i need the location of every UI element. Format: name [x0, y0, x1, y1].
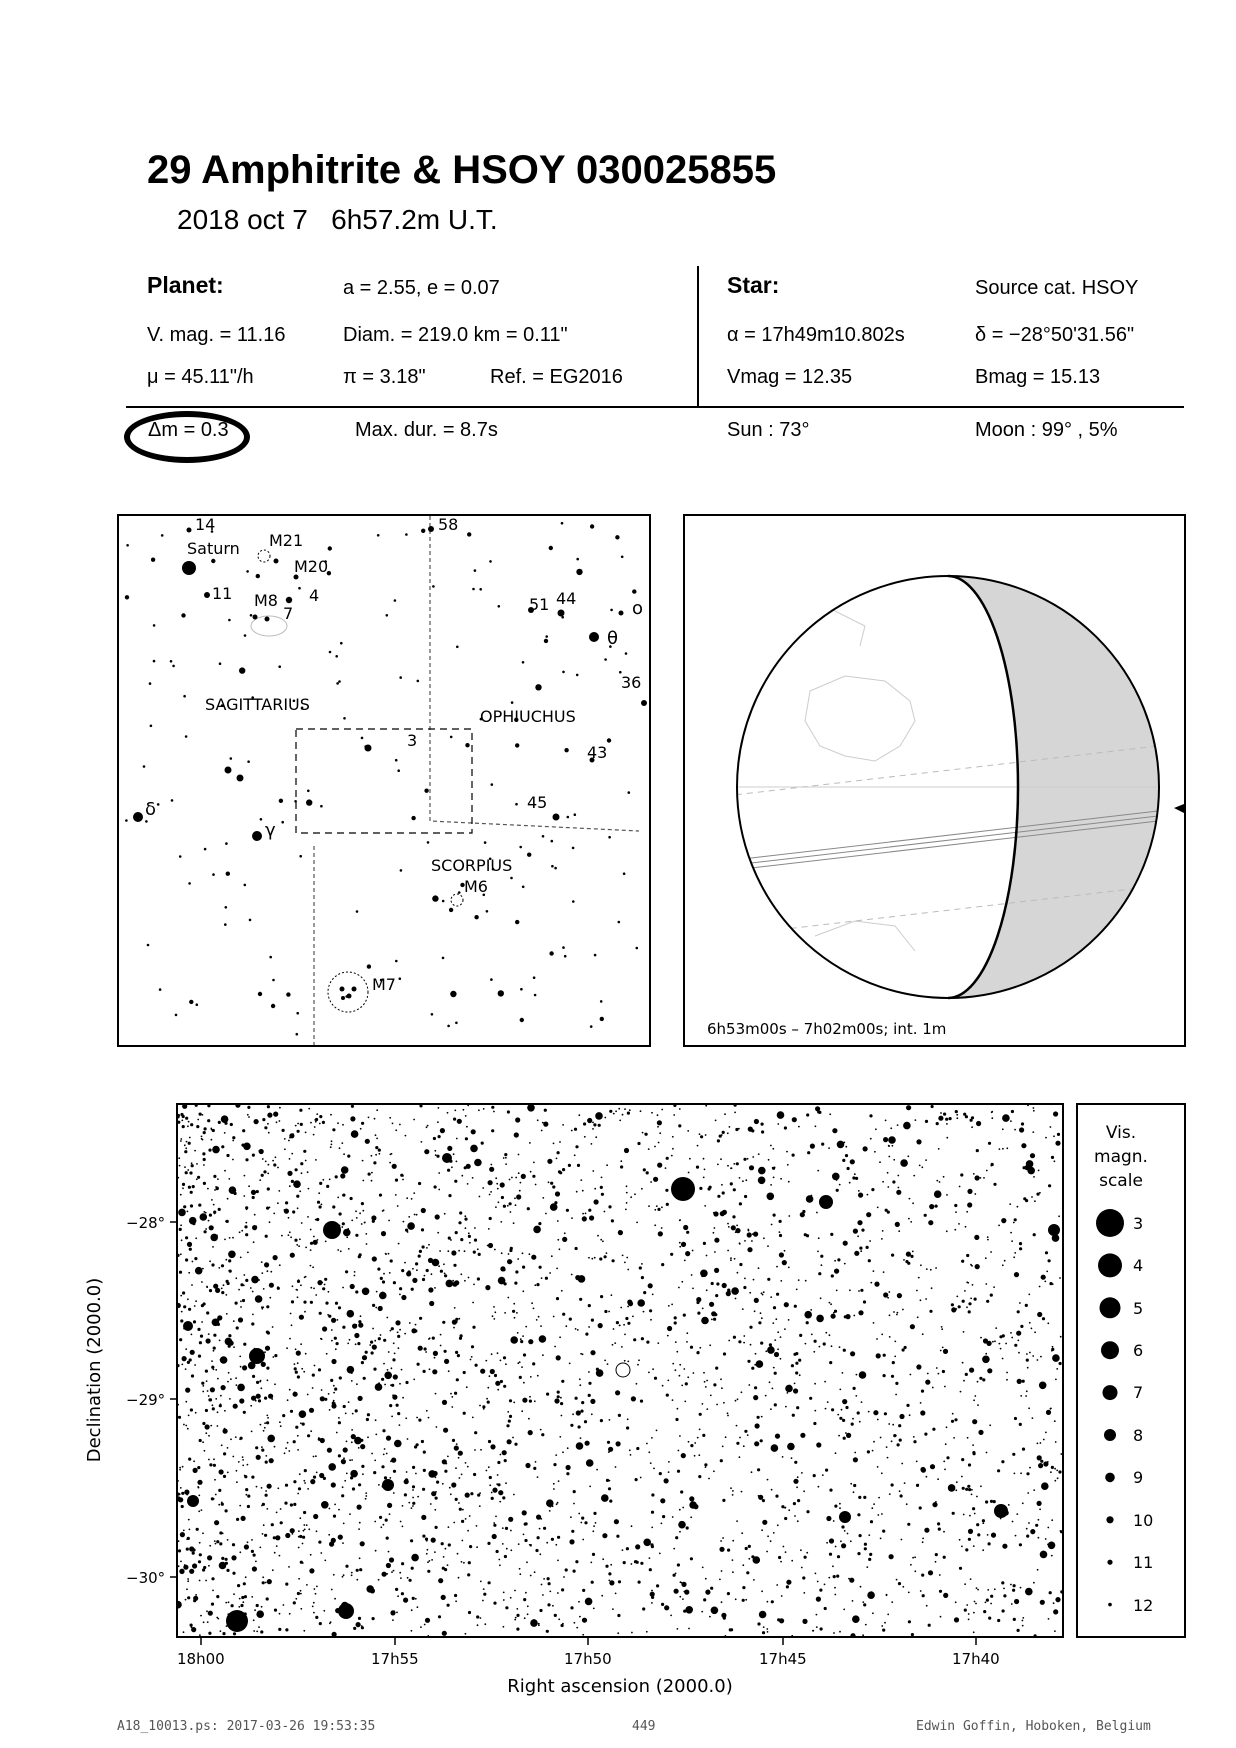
legend-mag-10: 10 [1133, 1511, 1154, 1530]
label-theta: θ [607, 628, 619, 649]
star-heading: Star: [727, 272, 780, 298]
magnitude-drop: Δm = 0.3 [148, 419, 229, 441]
legend-title-line: scale [1099, 1171, 1143, 1191]
label-delta: δ [145, 799, 157, 820]
star-source-catalog: Source cat. HSOY [975, 277, 1139, 299]
legend-mag-7: 7 [1133, 1383, 1144, 1402]
y-axis-label: Declination (2000.0) [84, 1277, 105, 1463]
star-declination: δ = −28°50'31.56" [975, 324, 1135, 346]
label-11: 11 [212, 584, 233, 603]
label-m8: M8 [254, 591, 278, 610]
page-title: 29 Amphitrite & HSOY 030025855 [147, 148, 777, 192]
x-axis-label: Right ascension (2000.0) [507, 1676, 733, 1697]
star-vmag: Vmag = 12.35 [727, 366, 853, 388]
label-4: 4 [309, 586, 320, 605]
legend-dot [1105, 1473, 1115, 1483]
globe-time-range: 6h53m00s – 7h02m00s; int. 1m [707, 1020, 947, 1038]
label-sagittarius: SAGITTARIUS [205, 695, 310, 714]
moon-elongation: Moon : 99° , 5% [975, 419, 1118, 441]
xtick-label: 17h45 [759, 1650, 807, 1668]
magnitude-legend-svg [1078, 1105, 1184, 1636]
max-duration: Max. dur. = 8.7s [355, 419, 498, 441]
legend-dot [1107, 1560, 1112, 1565]
label-m7: M7 [372, 975, 396, 994]
label-3: 3 [407, 731, 418, 750]
event-date: 2018 oct 7 [177, 204, 308, 235]
legend-dot [1104, 1429, 1116, 1441]
planet-motion: μ = 45.11"/h [147, 366, 254, 388]
xtick-label: 17h40 [952, 1650, 1000, 1668]
label-7: 7 [283, 604, 294, 623]
legend-dots [1096, 1209, 1124, 1606]
planet-vmag: V. mag. = 11.16 [147, 324, 286, 346]
ytick-label: −28° [126, 1214, 166, 1232]
label-51: 51 [529, 595, 550, 614]
label-scorpius: SCORPIUS [431, 856, 513, 875]
label-44: 44 [556, 589, 577, 608]
label-36: 36 [621, 673, 642, 692]
legend-dot [1096, 1209, 1124, 1237]
label-14: 14 [195, 516, 216, 534]
ytick-label: −30° [126, 1569, 166, 1587]
sun-elongation: Sun : 73° [727, 419, 810, 441]
planet-orbit: a = 2.55, e = 0.07 [343, 277, 500, 299]
planet-reference: Ref. = EG2016 [490, 366, 623, 388]
legend-mag-6: 6 [1133, 1341, 1144, 1360]
label-gamma: γ [265, 820, 276, 841]
legend-mag-3: 3 [1133, 1214, 1144, 1233]
legend-mag-9: 9 [1133, 1468, 1144, 1487]
label-43: 43 [587, 743, 608, 762]
ytick-label: −29° [126, 1391, 166, 1409]
legend-dot [1103, 1385, 1118, 1400]
planet-diameter: Diam. = 219.0 km = 0.11" [343, 324, 568, 346]
label-45: 45 [527, 793, 548, 812]
footer-file-info: A18_10013.ps: 2017-03-26 19:53:35 [117, 1719, 376, 1734]
label-58: 58 [438, 516, 459, 534]
label-ophiuchus: OPHIUCHUS [480, 707, 576, 726]
footer-page-number: 449 [632, 1719, 656, 1734]
legend-mag-12: 12 [1133, 1596, 1154, 1615]
magnitude-legend [1076, 1103, 1186, 1638]
legend-dot [1106, 1516, 1113, 1523]
event-time: 6h57.2m U.T. [331, 204, 498, 235]
legend-dot [1101, 1341, 1119, 1359]
xtick-label: 17h55 [371, 1650, 419, 1668]
label-saturn: Saturn [187, 539, 240, 558]
legend-dot [1108, 1603, 1112, 1607]
legend-title-line: Vis. [1105, 1123, 1137, 1143]
legend-mag-5: 5 [1133, 1299, 1144, 1318]
legend-title-line: magn. [1094, 1147, 1148, 1167]
legend-mag-4: 4 [1133, 1256, 1144, 1275]
footer-author: Edwin Goffin, Hoboken, Belgium [916, 1719, 1151, 1734]
xtick-label: 17h50 [564, 1650, 612, 1668]
star-right-ascension: α = 17h49m10.802s [727, 324, 905, 346]
legend-dot [1098, 1253, 1122, 1277]
legend-dot [1100, 1297, 1121, 1318]
planet-parallax: π = 3.18" [343, 366, 426, 388]
legend-mag-8: 8 [1133, 1426, 1144, 1445]
legend-mag-11: 11 [1133, 1553, 1154, 1572]
label-m21: M21 [269, 531, 304, 550]
label-m6: M6 [464, 877, 488, 896]
xtick-label: 18h00 [177, 1650, 225, 1668]
planet-heading: Planet: [147, 272, 224, 298]
label-m20: M20 [294, 557, 329, 576]
label-omicron: o [632, 598, 644, 619]
star-bmag: Bmag = 15.13 [975, 366, 1101, 388]
